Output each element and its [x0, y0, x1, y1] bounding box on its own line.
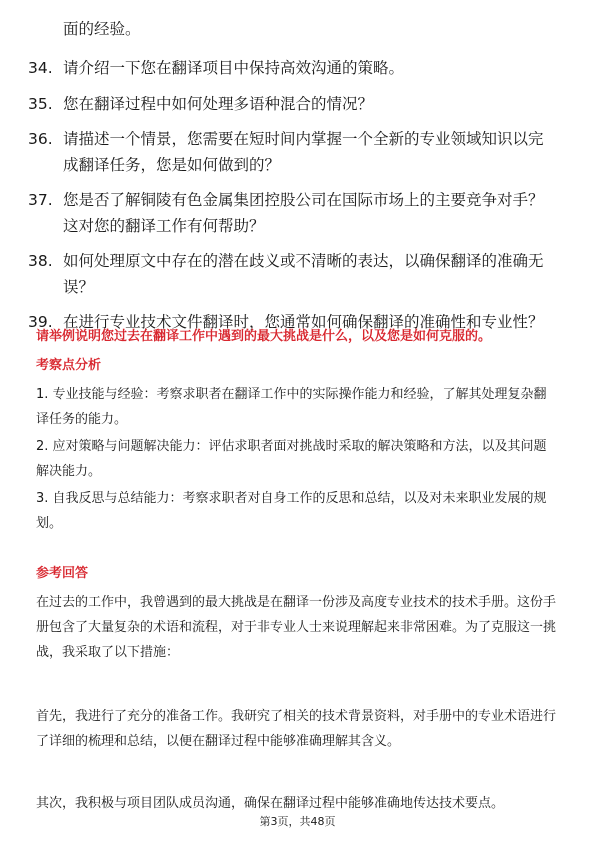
answer-heading: 参考回答	[36, 566, 89, 581]
question-text: 您在翻译过程中如何处理多语种混合的情况？	[63, 94, 374, 113]
analysis-item: 3. 自我反思与总结能力：考察求职者对自身工作的反思和总结，以及对未来职业发展的规划。	[36, 491, 547, 531]
answer-paragraph: 在过去的工作中，我曾遇到的最大挑战是在翻译一份涉及高度专业技术的技术手册。这份手册包含了大量复杂的术语和流程，对于非专业人士来说理解起来非常困难。为了克服这一挑战，我采取了以下措施：	[36, 595, 557, 660]
question-number: 38.	[28, 252, 53, 270]
question-number: 35.	[28, 94, 53, 113]
featured-question: 请举例说明您过去在翻译工作中遇到的最大挑战是什么，以及您是如何克服的。	[36, 329, 492, 344]
analysis-item: 1. 专业技能与经验：考察求职者在翻译工作中的实际操作能力和经验，了解其处理复杂翻译任务的能力。	[36, 387, 547, 427]
analysis-item: 2. 应对策略与问题解决能力：评估求职者面对挑战时采取的解决策略和方法，以及其问题解决能力。	[36, 439, 547, 479]
question-text: 如何处理原文中存在的潜在歧义或不清晰的表达，以确保翻译的准确无误？	[63, 252, 544, 296]
analysis-list	[36, 382, 556, 538]
question-item	[28, 127, 558, 178]
answer-paragraph: 首先，我进行了充分的准备工作。我研究了相关的技术背景资料，对手册中的专业术语进行了详细的梳理和总结，以便在翻译过程中能够准确理解其含义。	[36, 709, 557, 749]
question-number: 34.	[28, 59, 53, 77]
question-number: 37.	[28, 191, 53, 209]
question-number: 39.	[28, 313, 53, 331]
page-number-footer: 第3页，共48页	[259, 815, 336, 828]
question-list	[28, 56, 558, 346]
question-number: 36.	[28, 130, 53, 148]
answer-paragraph: 其次，我积极与项目团队成员沟通，确保在翻译过程中能够准确地传达技术要点。	[36, 796, 505, 811]
question-item	[28, 92, 558, 118]
question-text: 请介绍一下您在翻译项目中保持高效沟通的策略。	[63, 59, 405, 77]
question-continuation: 面的经验。	[63, 20, 141, 38]
question-item	[28, 249, 558, 300]
question-text: 您是否了解铜陵有色金属集团控股公司在国际市场上的主要竞争对手？这对您的翻译工作有何帮助？	[63, 191, 544, 235]
question-text: 请描述一个情景，您需要在短时间内掌握一个全新的专业领域知识以完成翻译任务，您是如何做到的？	[63, 130, 544, 174]
question-text: 在进行专业技术文件翻译时，您通常如何确保翻译的准确性和专业性？	[63, 313, 544, 331]
question-item	[28, 188, 558, 239]
analysis-heading: 考察点分析	[36, 358, 102, 373]
question-item	[28, 56, 558, 82]
